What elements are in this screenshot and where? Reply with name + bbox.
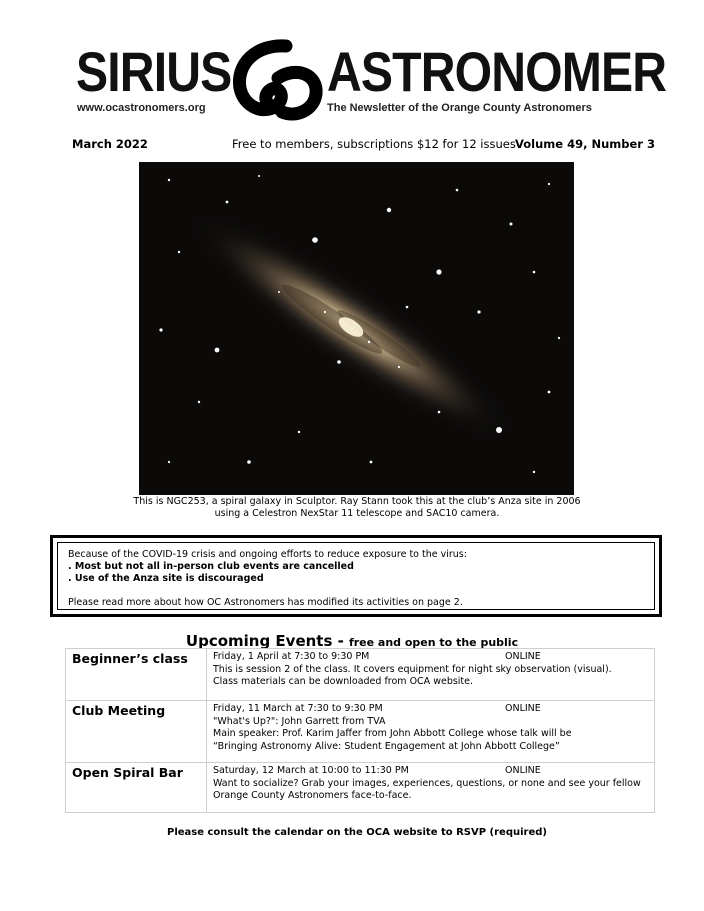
notice-item: . Most but not all in-person club events are cancelled — [68, 561, 354, 572]
event-mode: ONLINE — [505, 703, 541, 714]
masthead-title-left: SIRIUS — [76, 40, 232, 103]
cover-caption-line: using a Celestron NexStar 11 telescope and SAC10 camera. — [214, 508, 500, 519]
masthead-website: www.ocastronomers.org — [77, 102, 206, 114]
event-name: Beginner’s class — [66, 649, 207, 701]
event-mode: ONLINE — [505, 651, 541, 662]
event-desc-line: Want to socialize? Grab your images, experiences, questions, or none and see your fellow — [213, 777, 641, 789]
spiral-galaxy-logo-icon — [226, 38, 330, 122]
notice-intro: Because of the COVID-19 crisis and ongoing efforts to reduce exposure to the virus: — [68, 549, 467, 560]
event-details — [207, 649, 655, 701]
events-table — [65, 648, 655, 813]
issue-volume: Volume 49, Number 3 — [515, 137, 655, 151]
table-row — [66, 763, 655, 813]
table-row — [66, 649, 655, 701]
notice-item: . Use of the Anza site is discouraged — [68, 573, 264, 584]
events-title: Upcoming Events - — [185, 632, 344, 650]
events-title-sub: free and open to the public — [348, 636, 519, 649]
event-name: Club Meeting — [66, 701, 207, 763]
cover-caption-line: This is NGC253, a spiral galaxy in Sculptor. Ray Stann took this at the club’s Anza site in 2006 — [133, 496, 581, 507]
event-when: Friday, 1 April at 7:30 to 9:30 PM — [213, 651, 370, 662]
event-when: Friday, 11 March at 7:30 to 9:30 PM — [213, 703, 383, 714]
table-row — [66, 701, 655, 763]
notice-footer: Please read more about how OC Astronomers has modified its activities on page 2. — [68, 597, 463, 608]
masthead-title-right: ASTRONOMER — [327, 40, 667, 103]
masthead-tagline: The Newsletter of the Orange County Astronomers — [327, 102, 592, 114]
event-desc-line: Main speaker: Prof. Karim Jaffer from John Abbott College whose talk will be — [213, 728, 572, 739]
event-desc-line: This is session 2 of the class. It covers equipment for night sky observation (visual). — [213, 663, 612, 675]
rsvp-note: Please consult the calendar on the OCA website to RSVP (required) — [167, 827, 547, 838]
event-name: Open Spiral Bar — [66, 763, 207, 813]
spiral-galaxy-photo — [139, 162, 574, 495]
event-details — [207, 763, 655, 813]
event-when: Saturday, 12 March at 10:00 to 11:30 PM — [213, 765, 409, 776]
event-mode: ONLINE — [505, 765, 541, 776]
cover-caption — [120, 496, 594, 520]
issue-date: March 2022 — [72, 137, 148, 151]
event-desc-line: “Bringing Astronomy Alive: Student Engagement at John Abbott College” — [213, 740, 560, 752]
event-desc-line: Class materials can be downloaded from OCA website. — [213, 676, 474, 687]
event-desc-line: Orange County Astronomers face-to-face. — [213, 790, 412, 801]
event-details — [207, 701, 655, 763]
subscription-info: Free to members, subscriptions $12 for 12 issues — [232, 137, 516, 151]
event-desc-line: "What's Up?": John Garrett from TVA — [213, 715, 386, 727]
covid-notice — [50, 535, 662, 617]
